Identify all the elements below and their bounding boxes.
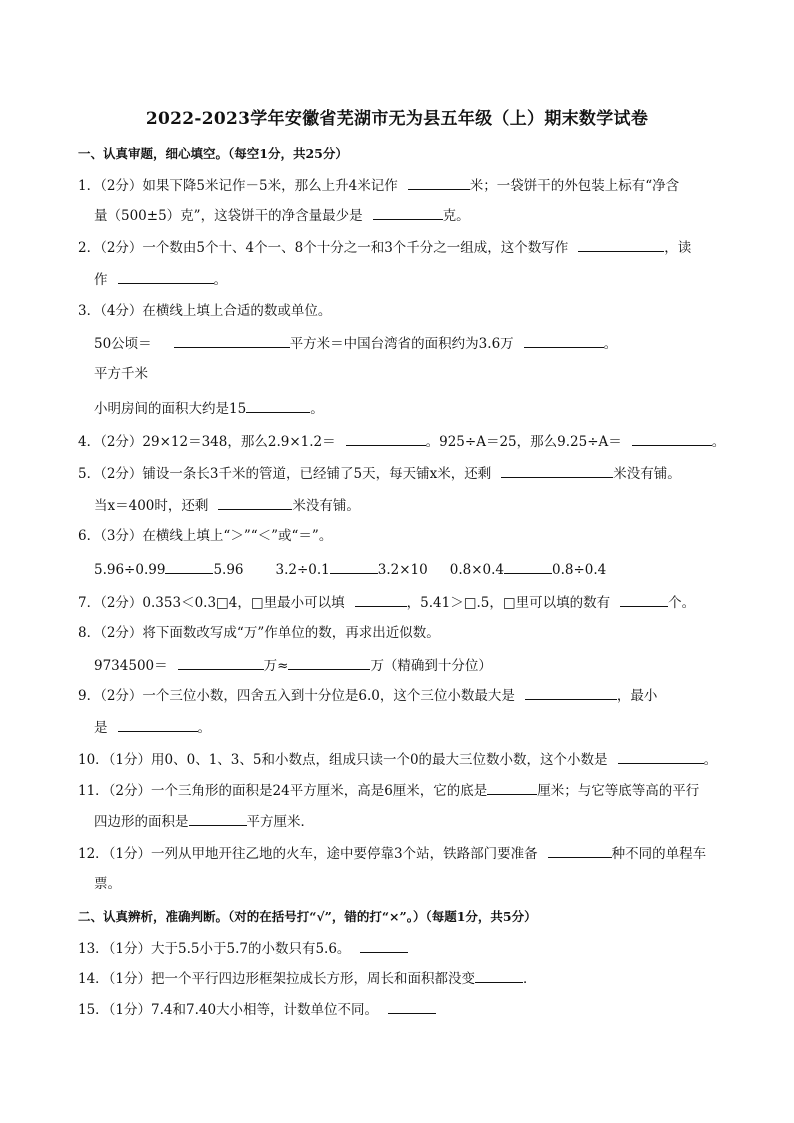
answer-blank[interactable]: [501, 464, 613, 478]
answer-blank[interactable]: [360, 939, 408, 953]
question-5-text-b: 米没有铺。: [613, 466, 681, 482]
answer-blank[interactable]: [524, 334, 604, 348]
question-5-text-d: 米没有铺。: [292, 498, 360, 514]
question-12-text-b: 种不同的单程车: [611, 846, 707, 862]
question-4-text-b: 。925÷A＝25，那么9.25÷A＝: [425, 434, 622, 450]
question-1-text-b: 米；一袋饼干的外包装上标有“净含: [469, 178, 680, 194]
question-7-text-b: ，5.41＞□.5，□里可以填的数有: [406, 595, 611, 611]
question-3-line-2: [94, 334, 617, 353]
question-12-line-1: [78, 844, 706, 863]
answer-blank[interactable]: [165, 560, 213, 574]
answer-blank[interactable]: [578, 238, 664, 252]
question-8-line-2: [94, 656, 492, 675]
question-7-text-c: 个。: [668, 595, 696, 611]
question-13-text: 13．（1分）大于5.5小于5.7的小数只有5.6。: [78, 941, 351, 957]
question-12-line-2: 票。: [94, 876, 121, 892]
question-3-line-1: 3．（4分）在横线上填上合适的数或单位。: [78, 303, 332, 319]
question-3-text-a: 50公顷＝: [94, 336, 152, 352]
question-3-text-e: 。: [310, 401, 324, 417]
question-2-line-1: [78, 238, 691, 257]
question-7-text-a: 7．（2分）0.353＜0.3□4，□里最小可以填: [78, 595, 345, 611]
question-3-text-c: 。: [603, 336, 618, 352]
answer-blank[interactable]: [246, 399, 310, 413]
answer-blank[interactable]: [525, 686, 617, 700]
question-3-text-b: 平方米＝中国台湾省的面积约为3.6万: [289, 336, 514, 352]
question-6-line-1: 6．（3分）在横线上填上“＞”“＜”或“＝”。: [78, 528, 333, 544]
answer-blank[interactable]: [487, 781, 537, 795]
section-1-heading: 一、认真审题，细心填空。（每空1分，共25分）: [78, 146, 348, 161]
question-1-text-d: 克。: [442, 208, 470, 224]
compare-right-3: 0.8÷0.4: [552, 562, 607, 578]
answer-blank[interactable]: [475, 969, 523, 983]
answer-blank[interactable]: [218, 496, 292, 510]
question-2-text-d: 。: [213, 272, 227, 288]
question-14-text-b: ．: [523, 971, 537, 987]
question-2-line-2: [94, 270, 227, 289]
question-2-text-c: 作: [94, 272, 108, 288]
answer-blank[interactable]: [330, 560, 378, 574]
exam-title: 2022-2023学年安徽省芜湖市无为县五年级（上）期末数学试卷: [145, 109, 649, 129]
answer-blank[interactable]: [620, 593, 668, 607]
question-10-text-b: 。: [703, 752, 718, 768]
question-1-text-c: 量（500±5）克”，这袋饼干的净含量最少是: [94, 208, 363, 224]
question-8-text-a: 9734500＝: [94, 658, 168, 674]
question-15-line-1: [78, 1000, 436, 1019]
answer-blank[interactable]: [408, 176, 470, 190]
question-5-text-a: 5．（2分）铺设一条长3千米的管道，已经铺了5天，每天铺x米，还剩: [78, 466, 492, 482]
answer-blank[interactable]: [174, 334, 290, 348]
question-1-text-a: 1．（2分）如果下降5米记作－5米，那么上升4米记作: [78, 178, 398, 194]
question-9-text-a: 9．（2分）一个三位小数，四舍五入到十分位是6.0，这个三位小数最大是: [78, 688, 515, 704]
question-6-line-2: [94, 560, 606, 579]
answer-blank[interactable]: [373, 206, 443, 220]
compare-left-3: 0.8×0.4: [449, 562, 504, 578]
question-14-line-1: [78, 969, 537, 988]
question-10-line-1: [78, 750, 717, 769]
answer-blank[interactable]: [355, 593, 407, 607]
answer-blank[interactable]: [504, 560, 552, 574]
question-11-text-c: 四边形的面积是: [94, 814, 189, 830]
question-3-line-4: [94, 399, 324, 418]
question-11-text-a: 11．（2分）一个三角形的面积是24平方厘米，高是6厘米，它的底是: [78, 783, 488, 799]
question-15-text: 15．（1分）7.4和7.40大小相等，计数单位不同。: [78, 1002, 379, 1018]
question-11-line-2: [94, 812, 314, 831]
answer-blank[interactable]: [346, 432, 426, 446]
question-5-line-2: [94, 496, 360, 515]
question-2-text-b: ，读: [664, 240, 692, 256]
question-9-text-b: ，最小: [616, 688, 658, 704]
question-14-text: 14．（1分）把一个平行四边形框架拉成长方形，周长和面积都没变: [78, 971, 476, 987]
answer-blank[interactable]: [618, 750, 704, 764]
question-3-text-d: 小明房间的面积大约是15: [94, 401, 247, 417]
question-8-line-1: 8．（2分）将下面数改写成“万”作单位的数，再求出近似数。: [78, 625, 440, 641]
question-8-text-b: 万≈: [263, 658, 289, 674]
question-11-text-b: 厘米；与它等底等高的平行: [537, 783, 700, 799]
question-4-text-c: 。: [711, 434, 726, 450]
answer-blank[interactable]: [118, 270, 214, 284]
answer-blank[interactable]: [288, 656, 370, 670]
compare-right-2: 3.2×10: [377, 562, 428, 578]
question-5-line-1: [78, 464, 681, 483]
compare-right-1: 5.96: [213, 562, 244, 578]
compare-left-2: 3.2÷0.1: [275, 562, 330, 578]
question-1-line-1: [78, 176, 679, 195]
question-5-text-c: 当x＝400时，还剩: [94, 498, 209, 514]
question-9-text-d: 。: [197, 720, 211, 736]
question-4-line-1: [78, 432, 725, 451]
question-8-text-c: 万（精确到十分位）: [370, 658, 492, 674]
section-2-heading: 二、认真辨析，准确判断。（对的在括号打“√”，错的打“×”。）（每题1分，共5分）: [78, 909, 537, 924]
answer-blank[interactable]: [388, 1000, 436, 1014]
answer-blank[interactable]: [178, 656, 264, 670]
compare-left-1: 5.96÷0.99: [94, 562, 166, 578]
question-4-text-a: 4．（2分）29×12＝348，那么2.9×1.2＝: [78, 434, 336, 450]
answer-blank[interactable]: [548, 844, 612, 858]
question-1-line-2: [94, 206, 470, 225]
answer-blank[interactable]: [189, 812, 247, 826]
question-9-line-1: [78, 686, 657, 705]
answer-blank[interactable]: [632, 432, 712, 446]
question-11-line-1: [78, 781, 699, 800]
question-9-text-c: 是: [94, 720, 108, 736]
question-12-text-a: 12．（1分）一列从甲地开往乙地的火车，途中要停靠3个站，铁路部门要准备: [78, 846, 538, 862]
question-3-line-3: 平方千米: [94, 366, 148, 382]
question-2-text-a: 2．（2分）一个数由5个十、4个一、8个十分之一和3个千分之一组成，这个数写作: [78, 240, 569, 256]
question-13-line-1: [78, 939, 408, 958]
question-11-text-d: 平方厘米．: [246, 814, 314, 830]
question-10-text-a: 10．（1分）用0、0、1、3、5和小数点，组成只读一个0的最大三位数小数，这个小数是: [78, 752, 608, 768]
question-7-line-1: [78, 593, 695, 612]
answer-blank[interactable]: [118, 718, 198, 732]
question-9-line-2: [94, 718, 211, 737]
